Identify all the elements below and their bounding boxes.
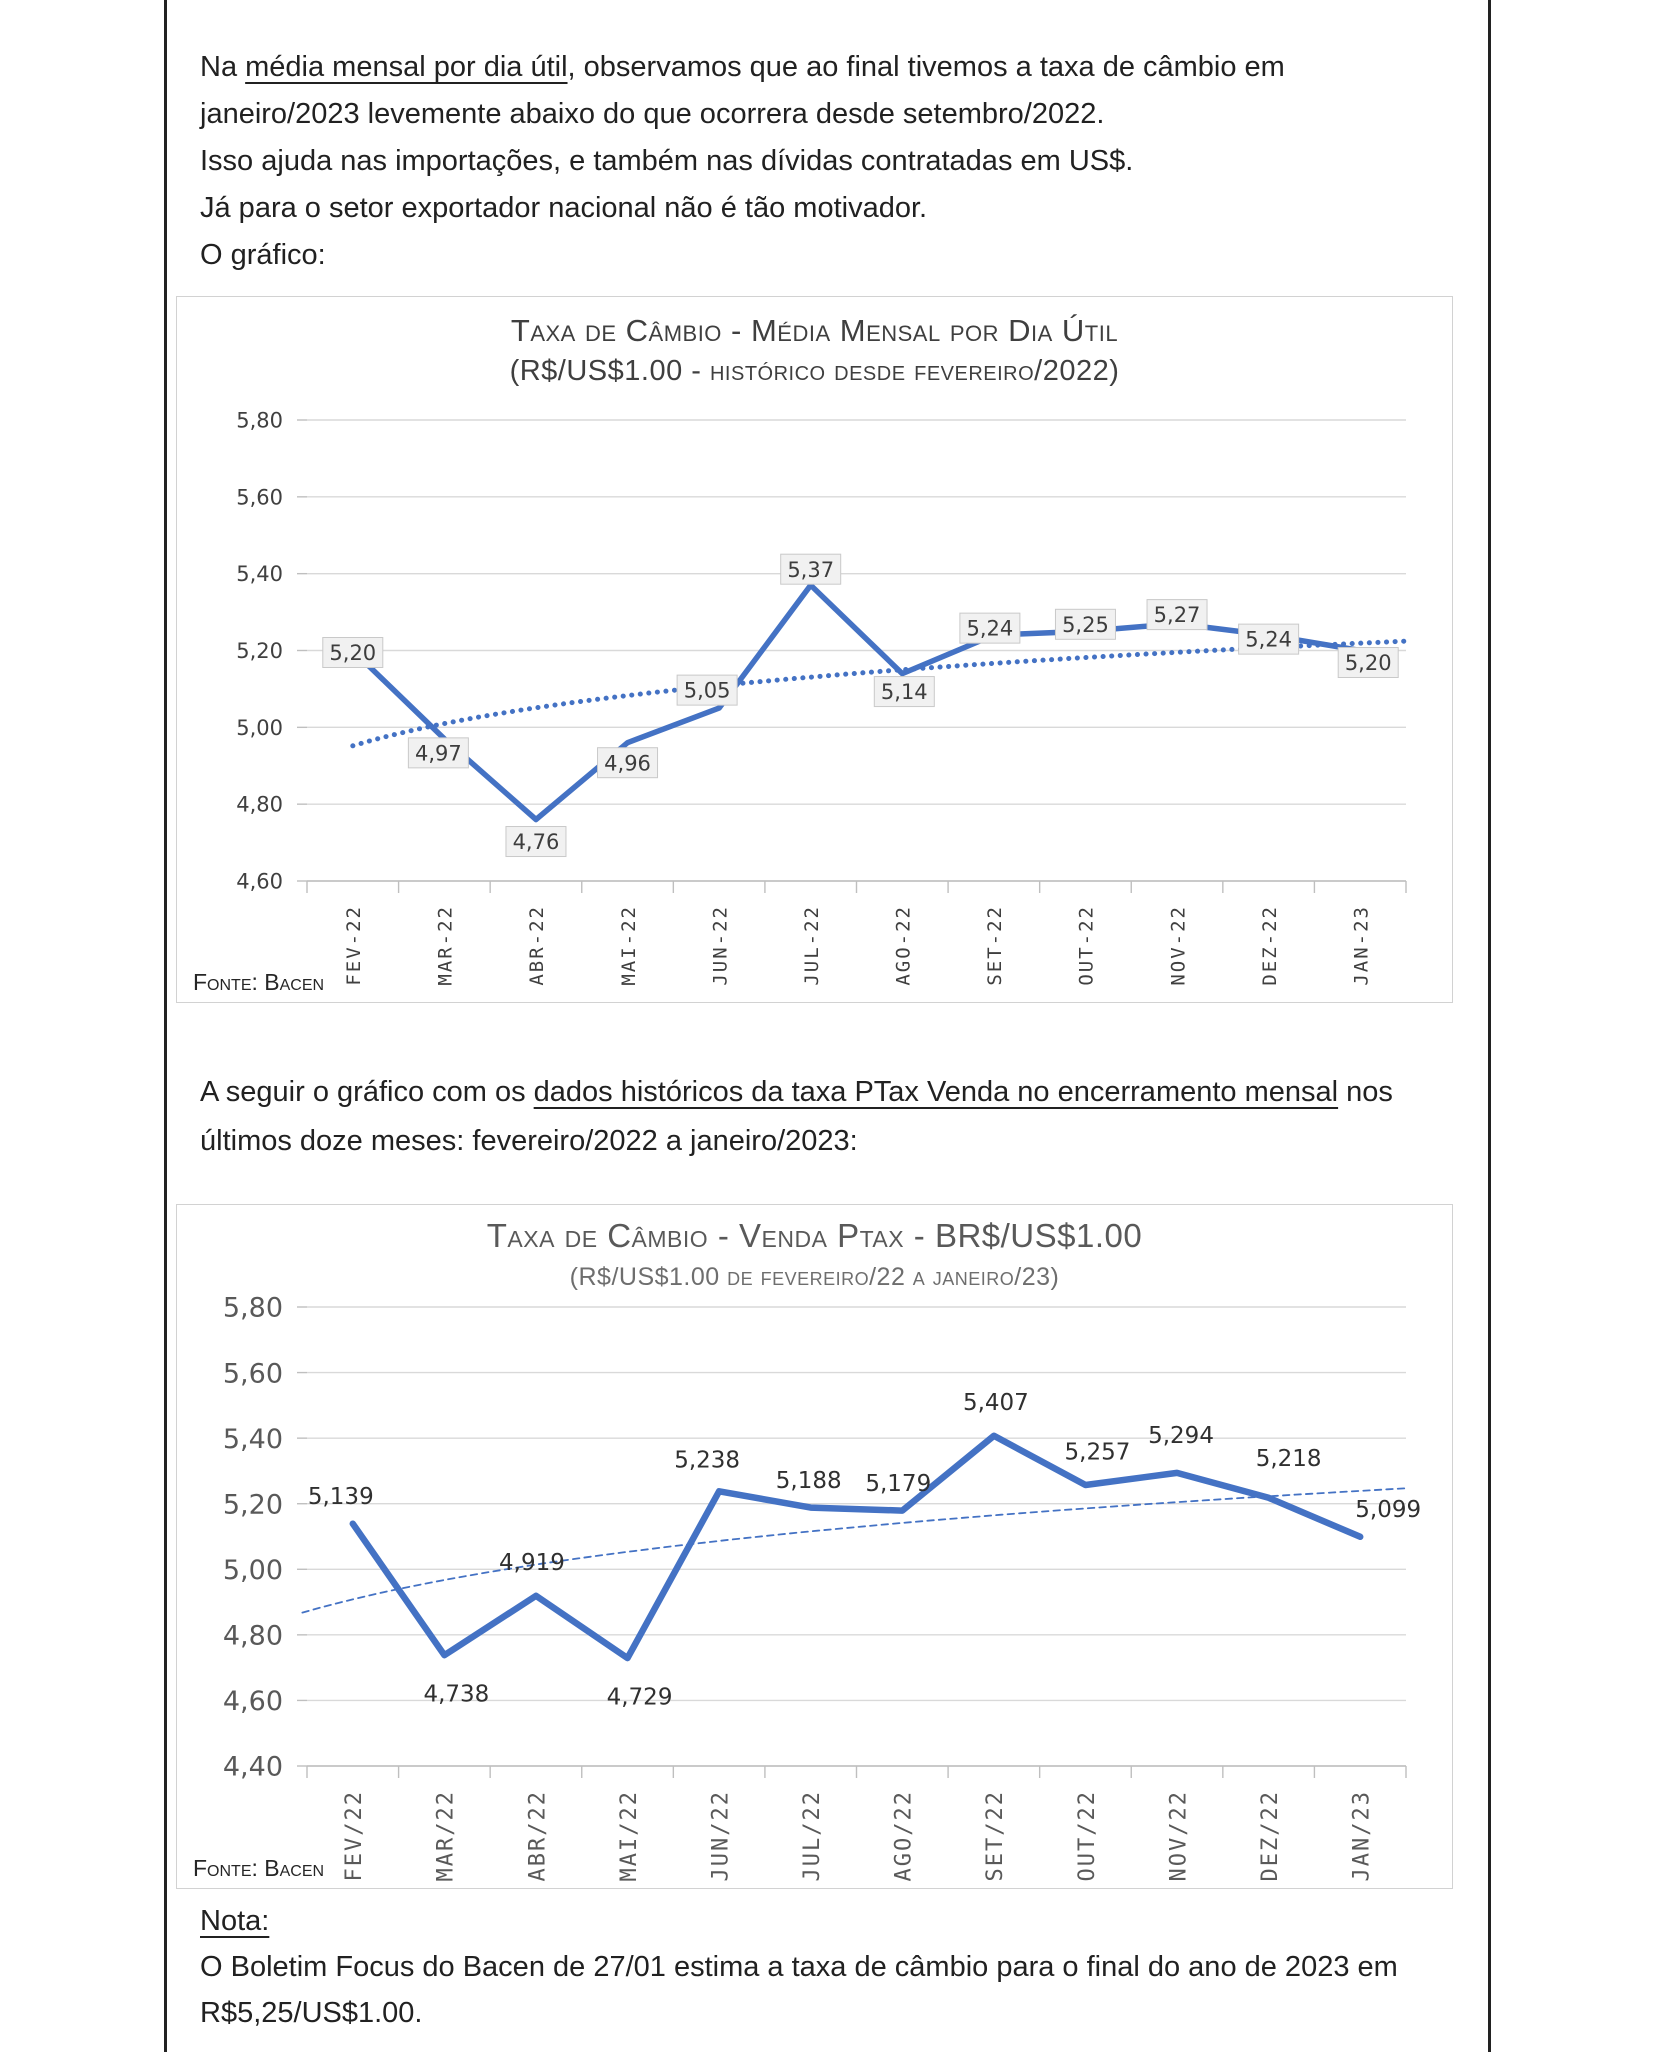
y-tick-label: 5,80 bbox=[222, 1292, 283, 1324]
data-label: 5,20 bbox=[1344, 651, 1392, 676]
x-category-label: JAN/23 bbox=[1349, 1790, 1375, 1882]
x-category-label: FEV/22 bbox=[342, 1790, 368, 1882]
y-tick-label: 5,60 bbox=[236, 485, 283, 510]
y-tick-label: 5,80 bbox=[236, 408, 283, 433]
y-tick-label: 5,00 bbox=[236, 715, 283, 740]
y-tick-label: 5,20 bbox=[236, 639, 283, 664]
data-label: 5,238 bbox=[674, 1447, 741, 1474]
data-label: 5,188 bbox=[775, 1467, 842, 1494]
data-label: 5,24 bbox=[966, 616, 1014, 641]
data-label: 5,139 bbox=[307, 1483, 374, 1510]
x-category-label: JUN/22 bbox=[708, 1790, 734, 1882]
chart2-frame bbox=[176, 1204, 1453, 1889]
data-label: 5,099 bbox=[1355, 1497, 1422, 1524]
y-tick-label: 4,40 bbox=[222, 1751, 283, 1783]
y-tick-label: 4,60 bbox=[222, 1686, 283, 1718]
x-category-label: MAI-22 bbox=[617, 905, 640, 986]
data-label: 5,294 bbox=[1148, 1423, 1214, 1450]
data-label: 5,14 bbox=[880, 680, 928, 705]
x-category-label: DEZ-22 bbox=[1258, 905, 1281, 986]
data-label: 4,76 bbox=[512, 830, 560, 855]
y-tick-label: 4,80 bbox=[222, 1620, 283, 1652]
chart1-subtitle: (R$/US$1.00 - histórico desde fevereiro/2022) bbox=[509, 355, 1120, 387]
x-category-label: FEV-22 bbox=[343, 905, 366, 986]
data-label: 5,05 bbox=[683, 678, 731, 703]
intro-line1-underlined: média mensal por dia útil bbox=[245, 51, 568, 83]
series-line bbox=[353, 585, 1360, 819]
nota-line-2: R$5,25/US$1.00. bbox=[200, 1997, 423, 2029]
chart2-title: Taxa de Câmbio - Venda Ptax - BR$/US$1.00 bbox=[486, 1217, 1143, 1254]
chart2-plot bbox=[177, 1205, 1452, 1888]
series-line bbox=[353, 1436, 1360, 1658]
nota-paragraph bbox=[200, 1898, 1490, 2036]
y-tick-label: 5,20 bbox=[222, 1489, 283, 1521]
nota-line-1: O Boletim Focus do Bacen de 27/01 estima a taxa de câmbio para o final do ano de 2023 em bbox=[200, 1951, 1398, 1983]
data-label: 5,407 bbox=[962, 1390, 1029, 1417]
data-label: 5,257 bbox=[1064, 1439, 1131, 1466]
y-tick-label: 5,00 bbox=[222, 1555, 283, 1587]
intro-line-4: Já para o setor exportador nacional não é tão motivador. bbox=[200, 192, 928, 224]
chart2-source-label: Fonte: Bacen bbox=[193, 1855, 325, 1881]
y-tick-label: 5,40 bbox=[222, 1423, 283, 1455]
data-label: 5,27 bbox=[1153, 603, 1201, 628]
x-category-label: MAR-22 bbox=[434, 905, 457, 986]
intro-paragraph bbox=[200, 44, 1480, 279]
chart1-frame bbox=[176, 296, 1453, 1003]
y-tick-label: 4,60 bbox=[236, 869, 283, 894]
intro-line-3: Isso ajuda nas importações, e também nas dívidas contratadas em US$. bbox=[200, 145, 1134, 177]
x-category-label: SET-22 bbox=[984, 905, 1007, 986]
mid-line1-underlined: dados históricos da taxa PTax Venda no encerramento mensal bbox=[533, 1076, 1339, 1108]
x-category-label: ABR/22 bbox=[525, 1790, 551, 1882]
data-label: 5,20 bbox=[329, 641, 377, 666]
mid-line-1 bbox=[200, 1068, 1490, 1117]
x-category-label: JUL-22 bbox=[800, 905, 823, 986]
mid-line-2: últimos doze meses: fevereiro/2022 a janeiro/2023: bbox=[200, 1125, 858, 1157]
intro-line-1 bbox=[200, 44, 1480, 91]
chart1-plot bbox=[177, 297, 1452, 1002]
x-category-label: OUT/22 bbox=[1074, 1790, 1100, 1882]
y-tick-label: 5,40 bbox=[236, 562, 283, 587]
x-category-label: DEZ/22 bbox=[1257, 1790, 1283, 1882]
chart1-title: Taxa de Câmbio - Média Mensal por Dia Útil bbox=[510, 313, 1119, 348]
nota-title: Nota: bbox=[200, 1905, 270, 1937]
data-label: 5,25 bbox=[1062, 612, 1109, 637]
x-category-label: OUT-22 bbox=[1075, 905, 1098, 986]
mid-line1-post: nos bbox=[1338, 1076, 1393, 1108]
mid-paragraph bbox=[200, 1068, 1490, 1166]
page-border-left bbox=[164, 0, 167, 2052]
intro-line-2: janeiro/2023 levemente abaixo do que ocorrera desde setembro/2022. bbox=[200, 98, 1105, 130]
x-category-label: NOV/22 bbox=[1166, 1790, 1192, 1882]
data-label: 4,96 bbox=[604, 751, 651, 776]
y-tick-label: 4,80 bbox=[236, 792, 283, 817]
data-label: 5,179 bbox=[865, 1470, 932, 1497]
x-category-label: AGO-22 bbox=[892, 905, 915, 986]
intro-line-5: O gráfico: bbox=[200, 239, 326, 271]
x-category-label: NOV-22 bbox=[1167, 905, 1190, 986]
data-label: 5,218 bbox=[1255, 1446, 1322, 1473]
x-category-label: JUN-22 bbox=[709, 905, 732, 986]
mid-line1-pre: A seguir o gráfico com os bbox=[200, 1076, 534, 1108]
data-label: 4,729 bbox=[606, 1684, 673, 1711]
data-label: 5,37 bbox=[787, 557, 835, 582]
intro-line1-post: , observamos que ao final tivemos a taxa de câmbio em bbox=[567, 51, 1285, 83]
data-label: 4,919 bbox=[499, 1550, 565, 1577]
y-tick-label: 5,60 bbox=[222, 1358, 283, 1390]
x-category-label: JUL/22 bbox=[800, 1790, 826, 1882]
x-category-label: AGO/22 bbox=[891, 1790, 917, 1882]
data-label: 4,97 bbox=[414, 741, 462, 766]
x-category-label: ABR-22 bbox=[526, 905, 549, 986]
intro-line1-pre: Na bbox=[200, 51, 246, 83]
chart2-subtitle: (R$/US$1.00 de fevereiro/22 a janeiro/23) bbox=[569, 1263, 1060, 1291]
data-label: 5,24 bbox=[1245, 627, 1293, 652]
page-border-right bbox=[1488, 0, 1491, 2052]
x-category-label: MAR/22 bbox=[433, 1790, 459, 1882]
x-category-label: MAI/22 bbox=[616, 1790, 642, 1882]
x-category-label: JAN-23 bbox=[1350, 905, 1373, 986]
data-label: 4,738 bbox=[423, 1681, 490, 1708]
chart1-source-label: Fonte: Bacen bbox=[193, 969, 325, 995]
x-category-label: SET/22 bbox=[983, 1790, 1009, 1882]
